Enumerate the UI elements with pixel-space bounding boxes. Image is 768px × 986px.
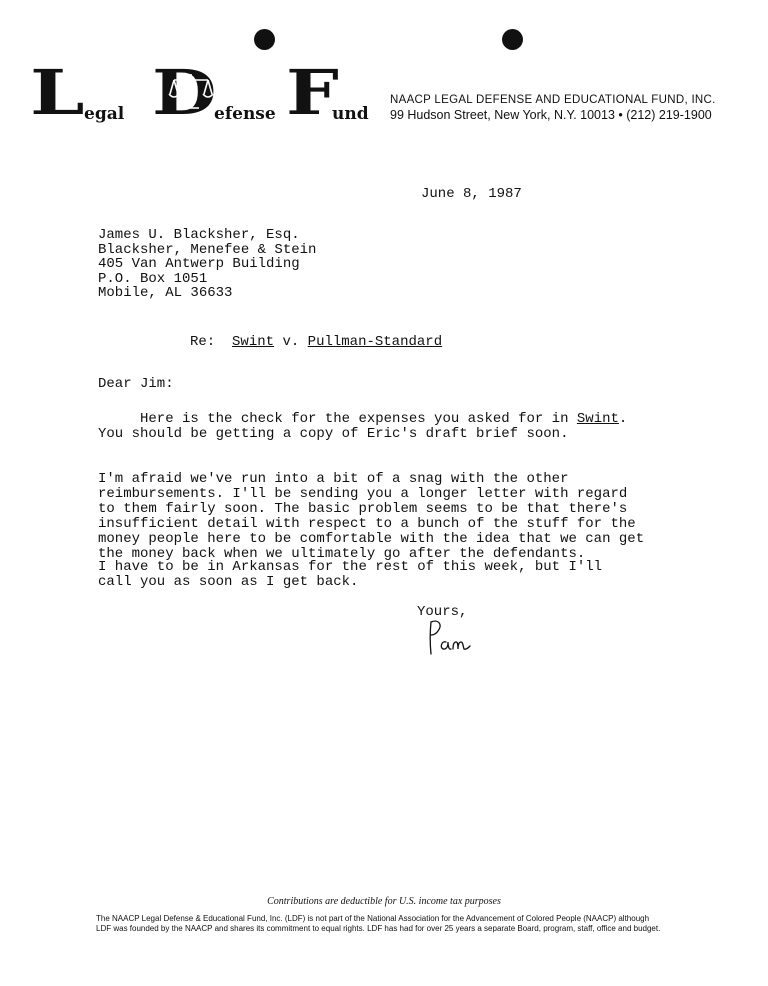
letter-date: June 8, 1987 <box>421 186 522 202</box>
re-label: Re: <box>190 334 216 350</box>
logo-word-efense: efense <box>214 104 276 124</box>
recipient-line: Blacksher, Menefee & Stein <box>98 241 317 258</box>
org-name: NAACP LEGAL DEFENSE AND EDUCATIONAL FUND, INC. <box>390 94 716 106</box>
tax-deductible-note: Contributions are deductible for U.S. income tax purposes <box>267 896 501 907</box>
paragraph-line: to them fairly soon. The basic problem seems to be that there's <box>98 501 628 517</box>
case-ref-swint: Swint <box>576 411 619 427</box>
ldf-logo <box>30 56 370 129</box>
logo-letter-l: L <box>30 56 85 129</box>
paragraph-text: Here is the check for the expenses you asked for in <box>98 411 577 427</box>
logo-letter-d: D <box>152 56 217 129</box>
re-line <box>190 334 442 350</box>
logo-dot-left <box>254 29 275 50</box>
paragraph-line: insufficient detail with respect to a bunch of the stuff for the <box>98 516 636 532</box>
paragraph-line: reimbursements. I'll be sending you a longer letter with regard <box>98 486 628 502</box>
paragraph-line <box>98 412 698 427</box>
paragraph-arkansas <box>98 560 698 590</box>
recipient-address <box>98 228 316 301</box>
paragraph-check <box>98 412 698 442</box>
logo-dot-right <box>502 29 523 50</box>
paragraph-line: money people here to be comfortable with the idea that we can get <box>98 531 645 547</box>
versus-text: v. <box>282 334 300 350</box>
disclaimer-line: LDF was founded by the NAACP and shares its commitment to equal rights. LDF has had for over 25 years a separate Board, program, staff, office and budget. <box>96 924 661 933</box>
recipient-line: 405 Van Antwerp Building <box>98 256 300 272</box>
logo-word-und: und <box>332 104 369 124</box>
paragraph-line: the money back when we ultimately go after the defendants. <box>98 546 586 562</box>
recipient-line: P.O. Box 1051 <box>98 270 208 287</box>
signature <box>426 618 472 658</box>
paragraph-line: I have to be in Arkansas for the rest of this week, but I'll <box>98 559 603 575</box>
scales-of-justice-icon <box>168 70 214 114</box>
paragraph-reimbursements <box>98 457 698 562</box>
paragraph-line: call you as soon as I get back. <box>98 574 359 590</box>
case-name-swint: Swint <box>232 334 275 350</box>
paragraph-text: . <box>618 411 628 427</box>
paragraph-line: You should be getting a copy of Eric's draft brief soon. <box>98 426 569 442</box>
org-address: 99 Hudson Street, New York, N.Y. 10013 • (212) 219-1900 <box>390 108 712 122</box>
salutation: Dear Jim: <box>98 376 174 392</box>
footer-disclaimer <box>96 914 660 934</box>
disclaimer-line: The NAACP Legal Defense & Educational Fund, Inc. (LDF) is not part of the National Association for the Advancement of Colored People (NAACP) although <box>96 914 650 923</box>
logo-word-egal: egal <box>84 104 125 124</box>
closing: Yours, <box>417 604 468 620</box>
paragraph-line: I'm afraid we've run into a bit of a snag with the other <box>98 471 569 487</box>
case-name-pullman: Pullman-Standard <box>307 334 443 350</box>
logo-letter-f: F <box>286 56 339 129</box>
recipient-line: James U. Blacksher, Esq. <box>98 227 300 243</box>
recipient-line: Mobile, AL 36633 <box>98 285 233 301</box>
